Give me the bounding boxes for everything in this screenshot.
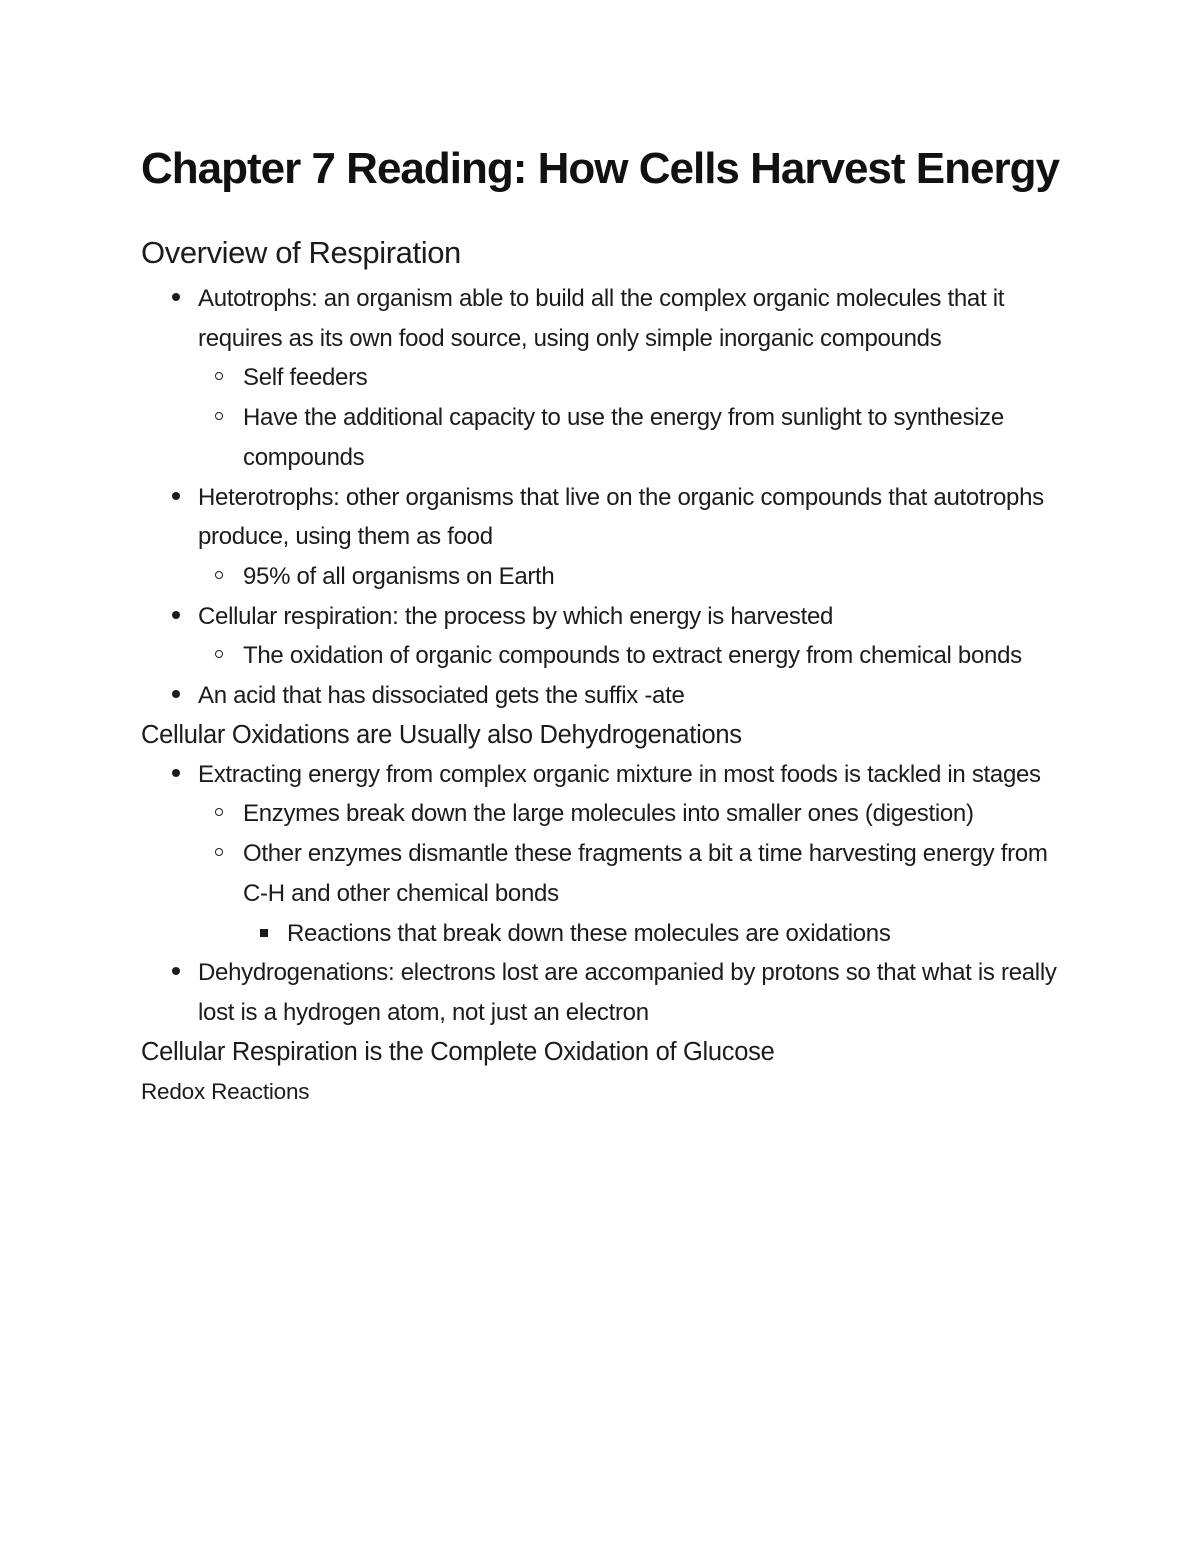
list-item-text: Have the additional capacity to use the energy from sunlight to synthesize compounds	[243, 404, 1004, 471]
list-item	[141, 557, 1061, 597]
circle-bullet-icon	[215, 848, 223, 856]
list-item-text: Self feeders	[243, 364, 368, 392]
list-item	[141, 755, 1061, 795]
section-heading-complete-oxidation: Cellular Respiration is the Complete Oxidation of Glucose	[141, 1037, 775, 1066]
list-item-text: Autotrophs: an organism able to build all the complex organic molecules that it requires as its own food source, using only simple inorganic compounds	[198, 285, 1005, 352]
disc-bullet-icon	[172, 690, 180, 698]
list-item-text: Other enzymes dismantle these fragments a bit a time harvesting energy from C-H and other chemical bonds	[243, 840, 1048, 907]
page-title: Chapter 7 Reading: How Cells Harvest Energy	[141, 144, 1059, 193]
disc-bullet-icon	[172, 492, 180, 500]
disc-bullet-icon	[172, 769, 180, 777]
list-item	[141, 953, 1061, 1032]
list-item-text: Reactions that break down these molecules are oxidations	[287, 919, 891, 947]
list-item	[141, 914, 1061, 954]
list-item	[141, 794, 1061, 834]
section-heading-oxidations: Cellular Oxidations are Usually also Dehydrogenations	[141, 720, 742, 749]
list-item-text: Extracting energy from complex organic mixture in most foods is tackled in stages	[198, 760, 1041, 788]
disc-bullet-icon	[172, 293, 180, 301]
disc-bullet-icon	[172, 611, 180, 619]
circle-bullet-icon	[215, 650, 223, 658]
list-item-text: Dehydrogenations: electrons lost are accompanied by protons so that what is really lost is a hydrogen atom, not just an electron	[198, 959, 1057, 1026]
list-item	[141, 834, 1061, 913]
list-item-text: Heterotrophs: other organisms that live on the organic compounds that autotrophs produce, using them as food	[198, 483, 1044, 551]
list-item	[141, 676, 1061, 716]
list-item-text: 95% of all organisms on Earth	[243, 562, 555, 590]
circle-bullet-icon	[215, 412, 223, 420]
circle-bullet-icon	[215, 372, 223, 380]
list-item-text: Cellular respiration: the process by which energy is harvested	[198, 602, 834, 630]
list-item-text: An acid that has dissociated gets the suffix -ate	[198, 682, 685, 710]
list-item-text: The oxidation of organic compounds to extract energy from chemical bonds	[243, 642, 1022, 670]
section-heading-redox: Redox Reactions	[141, 1078, 310, 1104]
oxidations-list	[141, 755, 1061, 1033]
list-item	[141, 358, 1061, 398]
circle-bullet-icon	[215, 571, 223, 579]
document-page	[141, 140, 1061, 1110]
square-bullet-icon	[260, 929, 268, 937]
list-item	[141, 597, 1061, 637]
circle-bullet-icon	[215, 808, 223, 816]
overview-list	[141, 279, 1061, 716]
list-item	[141, 636, 1061, 676]
list-item	[141, 279, 1061, 358]
list-item-text: Enzymes break down the large molecules into smaller ones (digestion)	[243, 800, 974, 828]
list-item	[141, 398, 1061, 477]
section-heading-overview: Overview of Respiration	[141, 235, 461, 270]
list-item	[141, 478, 1061, 557]
disc-bullet-icon	[172, 967, 180, 975]
